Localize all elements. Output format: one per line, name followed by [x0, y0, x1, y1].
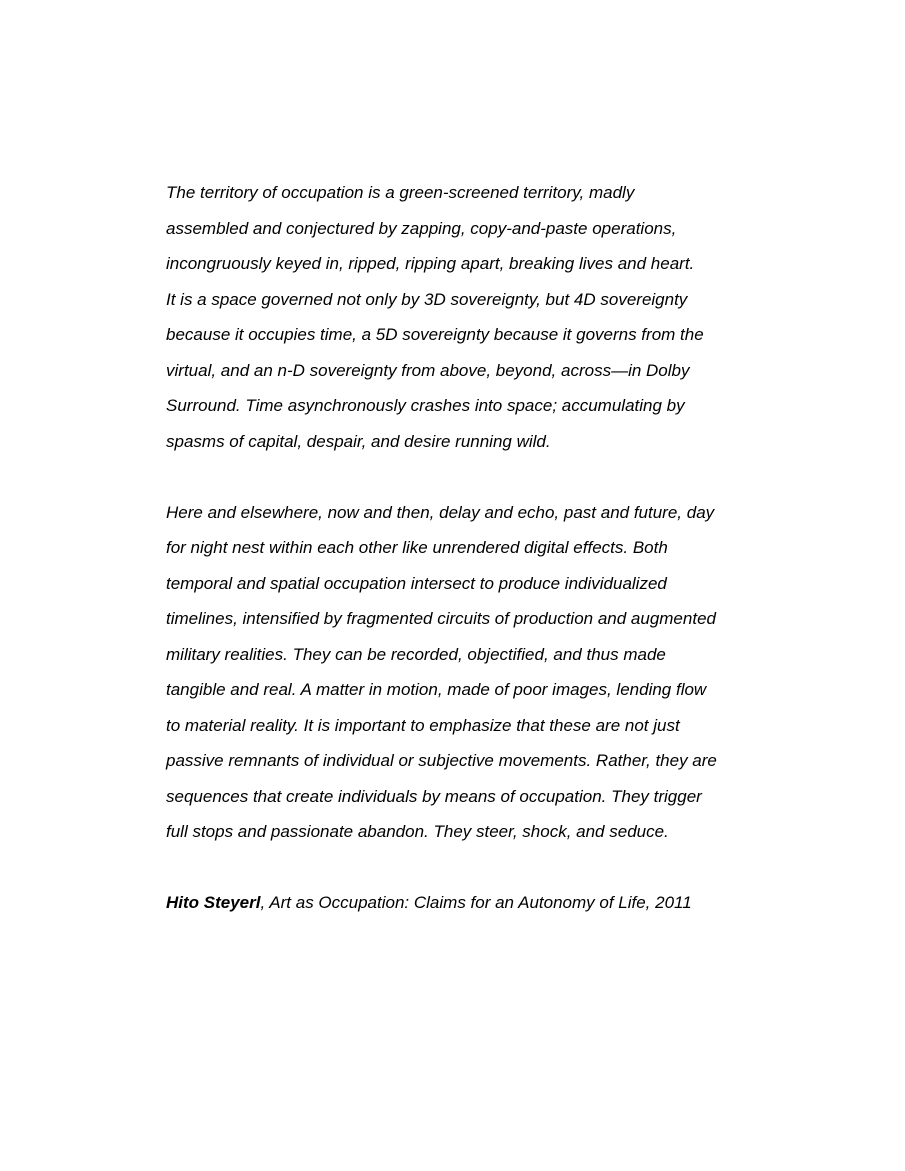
- text-line: The territory of occupation is a green-screened territory, madly: [166, 183, 635, 202]
- citation: [166, 885, 766, 921]
- text-line: spasms of capital, despair, and desire running wild.: [166, 431, 551, 451]
- citation-author: Hito Steyerl: [166, 893, 261, 912]
- text-line: for night nest within each other like unrendered digital effects. Both: [166, 538, 668, 557]
- paragraph-2: [166, 495, 766, 850]
- text-line: virtual, and an n-D sovereignty from above, beyond, across—in Dolby: [166, 360, 690, 380]
- text-line: military realities. They can be recorded, objectified, and thus made: [166, 644, 666, 664]
- text-line: sequences that create individuals by means of occupation. They trigger: [166, 786, 702, 806]
- text-line: timelines, intensified by fragmented circuits of production and augmented: [166, 609, 716, 628]
- paragraph-spacer: [166, 850, 766, 886]
- text-line: temporal and spatial occupation intersect to produce individualized: [166, 573, 667, 593]
- text-line: full stops and passionate abandon. They steer, shock, and seduce.: [166, 822, 669, 841]
- paragraph-spacer: [166, 459, 766, 495]
- text-line: incongruously keyed in, ripped, ripping apart, breaking lives and heart.: [166, 254, 695, 273]
- text-line: passive remnants of individual or subjective movements. Rather, they are: [166, 751, 717, 770]
- citation-work: , Art as Occupation: Claims for an Autonomy of Life, 2011: [260, 893, 692, 912]
- text-line: assembled and conjectured by zapping, copy-and-paste operations,: [166, 218, 677, 238]
- text-line: Here and elsewhere, now and then, delay and echo, past and future, day: [166, 502, 715, 522]
- text-line: It is a space governed not only by 3D sovereignty, but 4D sovereignty: [166, 289, 688, 309]
- text-line: because it occupies time, a 5D sovereignty because it governs from the: [166, 325, 704, 344]
- text-line: to material reality. It is important to emphasize that these are not just: [166, 715, 680, 735]
- text-line: Surround. Time asynchronously crashes into space; accumulating by: [166, 396, 685, 415]
- quote-text: [166, 175, 766, 921]
- text-line: tangible and real. A matter in motion, made of poor images, lending flow: [166, 680, 707, 699]
- paragraph-1: [166, 175, 766, 459]
